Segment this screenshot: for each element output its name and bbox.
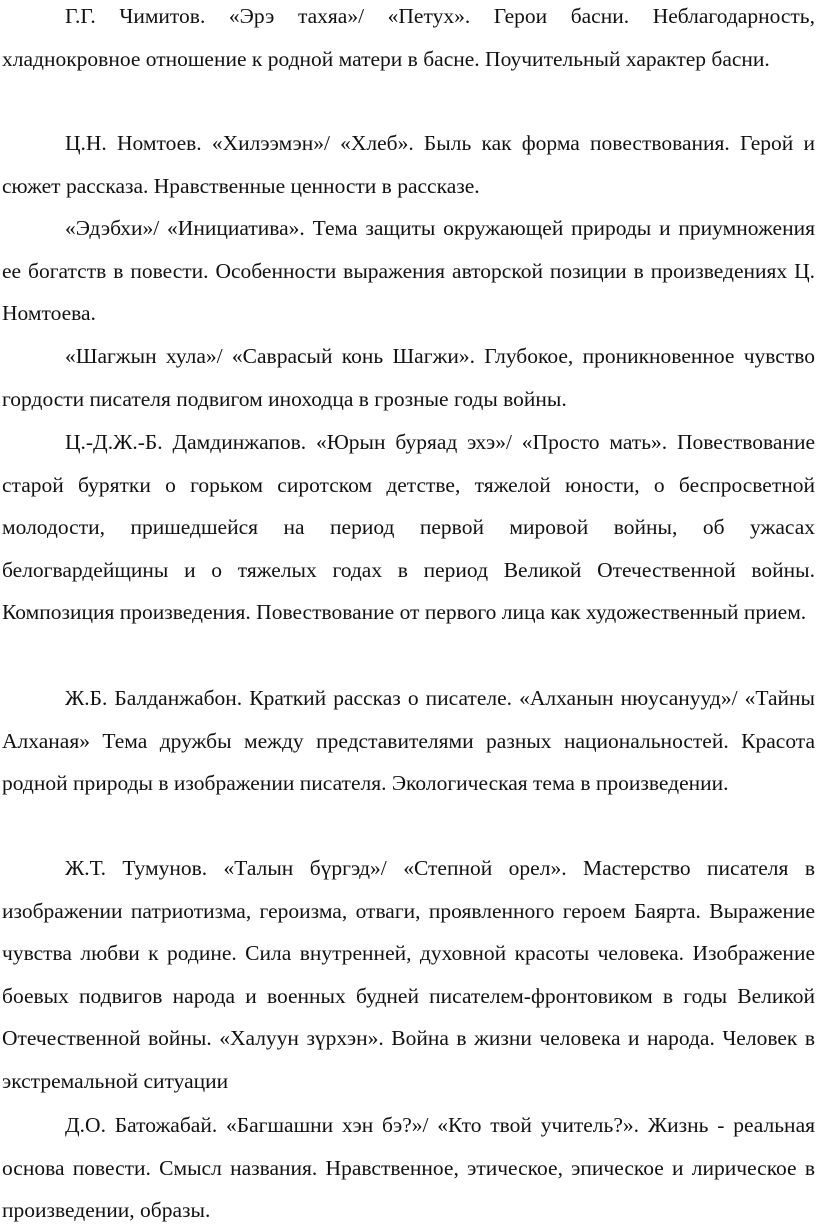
paragraph-batozhabai-kto-tvoi-uchitel: Д.О. Батожабай. «Багшашни хэн бэ?»/ «Кто твой учитель?». Жизнь - реальная основа повести. Смысл названия. Нравственное, этическое, эпическое и лирическое в произведении, образы.	[2, 1113, 815, 1223]
paragraph-baldanzhabon-tainy-alkhanaya: Ж.Б. Балданжабон. Краткий рассказ о писателе. «Алханын нюусанууд»/ «Тайны Алханая» Тема дружбы между представителями разных национальностей. Красота родной природы в изображении писателя. Экологическая тема в произведении.	[2, 686, 815, 796]
paragraph-chimitov-petukh: Г.Г. Чимитов. «Эрэ тахяа»/ «Петух». Герои басни. Неблагодарность, хладнокровное отношение к родной матери в басне. Поучительный характер басни.	[2, 4, 815, 71]
paragraph-tumunov-stepnoi-orel: Ж.Т. Тумунов. «Талын бүргэд»/ «Степной орел». Мастерство писателя в изображении патриотизма, героизма, отваги, проявленного героем Баярта. Выражение чувства любви к родине. Сила внутренней, духовной красоты человека. Изображение боевых подвигов народа и военных будней писателем-фронтовиком в годы Великой Отечественной войны. «Халуун зүрхэн». Война в жизни человека и народа. Человек в экстремальной ситуации	[2, 856, 815, 1093]
paragraph-damdinzhapov-prosto-mat: Ц.-Д.Ж.-Б. Дамдинжапов. «Юрын буряад эхэ»/ «Просто мать». Повествование старой бурятки о горьком сиротском детстве, тяжелой юности, о беспросветной молодости, пришедшейся на период первой мировой войны, об ужасах белогвардейщины и о тяжелых годах в период Великой Отечественной войны. Композиция произведения. Повествование от первого лица как художественный прием.	[2, 430, 815, 625]
paragraph-nomtoev-savrasyi-kon: «Шагжын хула»/ «Саврасый конь Шагжи». Глубокое, проникновенное чувство гордости писателя подвигом иноходца в грозные годы войны.	[2, 344, 815, 411]
paragraph-nomtoev-initsiativa: «Эдэбхи»/ «Инициатива». Тема защиты окружающей природы и приумножения ее богатств в повести. Особенности выражения авторской позиции в произведениях Ц. Номтоева.	[2, 216, 815, 326]
paragraph-nomtoev-khleb: Ц.Н. Номтоев. «Хилээмэн»/ «Хлеб». Быль как форма повествования. Герой и сюжет рассказа. Нравственные ценности в рассказе.	[2, 131, 815, 198]
